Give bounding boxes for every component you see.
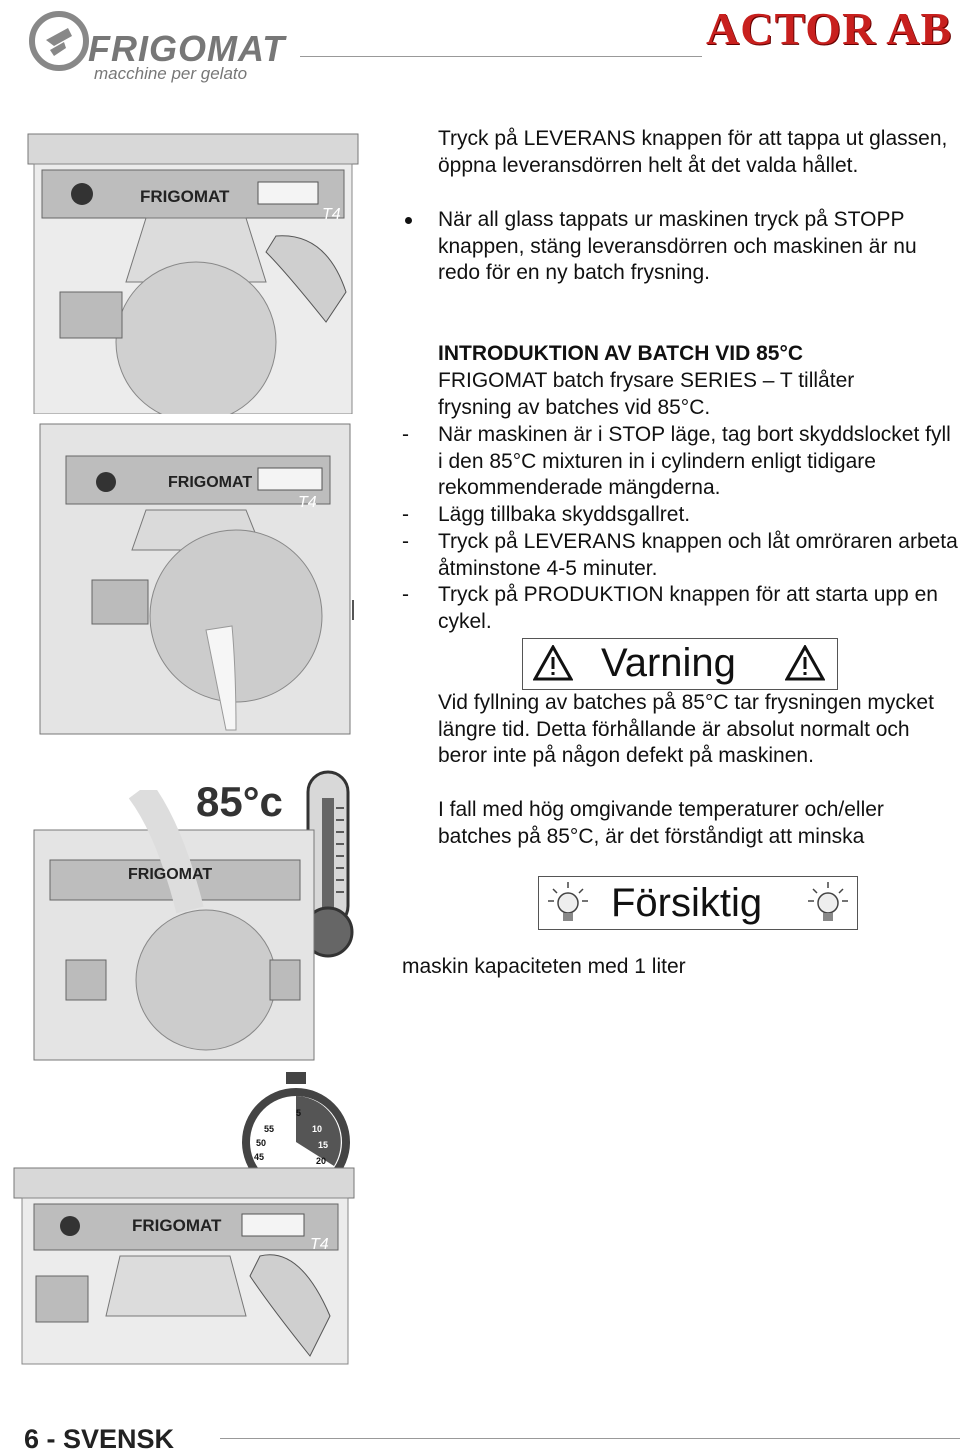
machine-model-1: T4 <box>322 206 341 223</box>
lightbulb-icon <box>547 881 589 925</box>
temperature-label: 85°c <box>196 778 283 825</box>
actor-ab-logo: ACTOR AB <box>706 3 953 54</box>
tick-5: 5 <box>296 1108 302 1118</box>
header-rule <box>300 56 702 57</box>
section2-heading: INTRODUKTION AV BATCH VID 85°C <box>438 342 804 365</box>
tick-10: 10 <box>312 1124 323 1134</box>
machine-brand-plate-2: FRIGOMAT <box>168 474 253 491</box>
step-1: När maskinen är i STOP läge, tag bort skyddslocket fyll i den 85°C mixturen in i cylindern enligt tidigare rekommenderade mängderna. <box>438 423 951 500</box>
bullet-icon <box>405 217 412 224</box>
warning-text-1: Vid fyllning av batches på 85°C tar frysningen mycket längre tid. Detta förhållande är absolut normalt och beror inte på någon defekt på maskinen. <box>438 691 934 768</box>
warning-text-2: I fall med hög omgivande temperaturer och/eller batches på 85°C, är det förståndigt att minska <box>438 798 884 848</box>
tick-45: 45 <box>254 1152 265 1162</box>
machine-model-4: T4 <box>310 1236 329 1253</box>
step-dash-3: - <box>402 530 409 553</box>
machine-model-2: T4 <box>298 494 317 511</box>
step-3: Tryck på LEVERANS knappen och låt omröraren arbeta åtminstone 4-5 minuter. <box>438 530 958 580</box>
caution-label: Försiktig <box>611 881 763 925</box>
caution-banner <box>538 876 858 930</box>
machine-brand-plate-3: FRIGOMAT <box>128 866 213 883</box>
warning-label: Varning <box>601 641 736 685</box>
tick-15: 15 <box>318 1140 329 1150</box>
step-2: Lägg tillbaka skyddsgallret. <box>438 503 691 526</box>
warning-banner <box>522 638 838 690</box>
machine-photo-4 <box>10 1166 360 1366</box>
tick-20: 20 <box>316 1156 327 1166</box>
machine-photo-1 <box>26 132 366 414</box>
brand-tagline: macchine per gelato <box>94 64 248 83</box>
machine-photo-2 <box>36 420 356 738</box>
tick-50: 50 <box>256 1138 267 1148</box>
lightbulb-icon <box>807 881 849 925</box>
machine-brand-plate-4: FRIGOMAT <box>132 1216 222 1235</box>
page-footer-label: 6 - SVENSK <box>24 1424 175 1454</box>
brand-name: FRIGOMAT <box>88 28 286 69</box>
section1-bullet: När all glass tappats ur maskinen tryck på STOPP knappen, stäng leveransdörren och maskinen är nu redo för en ny batch frysning. <box>438 208 917 285</box>
step-dash-1: - <box>402 423 409 446</box>
tick-55: 55 <box>264 1124 275 1134</box>
section2-intro: FRIGOMAT batch frysare SERIES – T tillåter frysning av batches vid 85°C. <box>438 369 855 419</box>
machine-brand-plate-1: FRIGOMAT <box>140 187 230 206</box>
warning-triangle-icon <box>785 645 825 681</box>
frigomat-logo <box>28 6 298 84</box>
step-dash-2: - <box>402 503 409 526</box>
step-4: Tryck på PRODUKTION knappen för att starta upp en cykel. <box>438 583 938 633</box>
machine-photo-3 <box>30 790 316 1062</box>
warning-triangle-icon <box>533 645 573 681</box>
caution-continuation: maskin kapaciteten med 1 liter <box>402 955 686 978</box>
footer-rule <box>220 1438 960 1439</box>
section1-intro: Tryck på LEVERANS knappen för att tappa ut glassen, öppna leveransdörren helt åt det valda hållet. <box>438 127 948 177</box>
step-dash-4: - <box>402 583 409 606</box>
frigomat-swirl-icon <box>28 10 90 72</box>
